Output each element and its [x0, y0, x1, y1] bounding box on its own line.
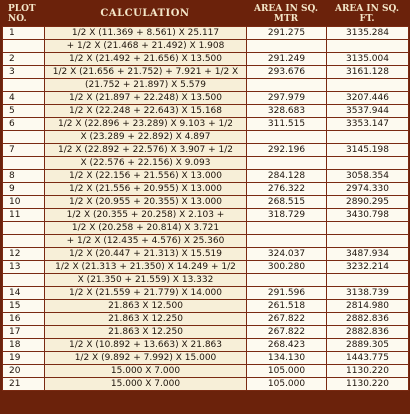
area-sq-mtr-cell: 134.130	[247, 352, 327, 365]
area-sq-mtr-cell: 297.979	[247, 92, 327, 105]
plot-no-cell: 16	[3, 313, 45, 326]
calculation-cell: 1/2 X (21.897 + 22.248) X 13.500	[45, 92, 247, 105]
calculation-cell: 21.863 X 12.250	[45, 326, 247, 339]
area-sq-ft-cell: 3430.798	[327, 209, 409, 222]
plot-no-cell: 2	[3, 53, 45, 66]
table-row	[3, 365, 409, 378]
area-sq-ft-cell: 2882.836	[327, 313, 409, 326]
table-row	[3, 326, 409, 339]
table-row	[3, 235, 409, 248]
calculation-cell: 15.000 X 7.000	[45, 378, 247, 391]
area-sq-mtr-cell: 324.037	[247, 248, 327, 261]
area-sq-mtr-cell: 311.515	[247, 118, 327, 131]
area-sq-ft-cell: 2889.305	[327, 339, 409, 352]
plot-no-cell: 1	[3, 27, 45, 40]
table-row	[3, 339, 409, 352]
plot-no-cell: 13	[3, 261, 45, 274]
plot-no-cell: 6	[3, 118, 45, 131]
calculation-cell: 1/2 X (11.369 + 8.561) X 25.117	[45, 27, 247, 40]
area-sq-mtr-cell: 267.822	[247, 313, 327, 326]
area-sq-mtr-cell: 105.000	[247, 378, 327, 391]
calculation-cell: 1/2 X (21.656 + 21.752) + 7.921 + 1/2 X	[45, 66, 247, 79]
calculation-cell: (21.752 + 21.897) X 5.579	[45, 79, 247, 92]
plot-no-cell: 5	[3, 105, 45, 118]
plot-area-table	[2, 26, 409, 391]
area-sq-mtr-cell: 328.683	[247, 105, 327, 118]
table-row	[3, 313, 409, 326]
table-header	[2, 2, 408, 26]
area-sq-ft-cell	[327, 79, 409, 92]
plot-no-cell	[3, 157, 45, 170]
calculation-cell: 1/2 X (21.556 + 20.955) X 13.000	[45, 183, 247, 196]
area-sq-ft-cell: 3353.147	[327, 118, 409, 131]
plot-no-cell: 3	[3, 66, 45, 79]
area-sq-mtr-cell: 318.729	[247, 209, 327, 222]
area-sq-ft-cell: 1130.220	[327, 365, 409, 378]
table-row	[3, 40, 409, 53]
calculation-cell: 1/2 X (21.313 + 21.350) X 14.249 + 1/2	[45, 261, 247, 274]
area-sq-mtr-cell: 300.280	[247, 261, 327, 274]
plot-no-cell	[3, 274, 45, 287]
plot-no-cell: 15	[3, 300, 45, 313]
plot-no-cell: 18	[3, 339, 45, 352]
table-row	[3, 352, 409, 365]
area-sq-ft-cell: 3058.354	[327, 170, 409, 183]
plot-no-cell	[3, 222, 45, 235]
table-row	[3, 144, 409, 157]
calculation-cell: 15.000 X 7.000	[45, 365, 247, 378]
table-row	[3, 79, 409, 92]
table-row	[3, 300, 409, 313]
calculation-cell: 1/2 X (9.892 + 7.992) X 15.000	[45, 352, 247, 365]
plot-no-cell: 8	[3, 170, 45, 183]
calculation-cell: 1/2 X (22.892 + 22.576) X 3.907 + 1/2	[45, 144, 247, 157]
area-sq-mtr-cell	[247, 40, 327, 53]
plot-no-cell	[3, 131, 45, 144]
area-sq-ft-cell: 2814.980	[327, 300, 409, 313]
area-sq-ft-cell: 3232.214	[327, 261, 409, 274]
area-sq-mtr-cell	[247, 274, 327, 287]
area-sq-ft-cell	[327, 157, 409, 170]
area-sq-ft-cell: 1443.775	[327, 352, 409, 365]
calculation-cell: 1/2 X (20.258 + 20.814) X 3.721	[45, 222, 247, 235]
plot-no-cell: 7	[3, 144, 45, 157]
area-sq-mtr-cell: 105.000	[247, 365, 327, 378]
area-sq-mtr-cell: 261.518	[247, 300, 327, 313]
plot-no-cell: 4	[3, 92, 45, 105]
table-row	[3, 222, 409, 235]
area-sq-mtr-cell	[247, 131, 327, 144]
area-sq-mtr-cell: 267.822	[247, 326, 327, 339]
area-sq-mtr-cell: 268.423	[247, 339, 327, 352]
table-row	[3, 131, 409, 144]
calculation-cell: 1/2 X (22.896 + 23.289) X 9.103 + 1/2	[45, 118, 247, 131]
area-sq-mtr-cell	[247, 157, 327, 170]
area-sq-mtr-cell	[247, 79, 327, 92]
plot-no-cell: 10	[3, 196, 45, 209]
plot-no-cell	[3, 40, 45, 53]
table-row	[3, 66, 409, 79]
calculation-cell: 1/2 X (10.892 + 13.663) X 21.863	[45, 339, 247, 352]
table-row	[3, 118, 409, 131]
calculation-cell: 1/2 X (20.955 + 20.355) X 13.000	[45, 196, 247, 209]
calculation-cell: + 1/2 X (21.468 + 21.492) X 1.908	[45, 40, 247, 53]
calculation-cell: 1/2 X (22.156 + 21.556) X 13.000	[45, 170, 247, 183]
table-row	[3, 261, 409, 274]
calculation-cell: 1/2 X (21.492 + 21.656) X 13.500	[45, 53, 247, 66]
calculation-cell: X (21.350 + 21.559) X 13.332	[45, 274, 247, 287]
calculation-cell: 1/2 X (20.447 + 21.313) X 15.519	[45, 248, 247, 261]
area-sq-ft-cell: 2882.836	[327, 326, 409, 339]
area-sq-ft-cell: 3207.446	[327, 92, 409, 105]
area-sq-mtr-cell: 284.128	[247, 170, 327, 183]
calculation-cell: 21.863 X 12.250	[45, 313, 247, 326]
calculation-cell: 21.863 X 12.500	[45, 300, 247, 313]
table-row	[3, 183, 409, 196]
table-row	[3, 274, 409, 287]
area-sq-mtr-cell: 276.322	[247, 183, 327, 196]
calculation-cell: X (23.289 + 22.892) X 4.897	[45, 131, 247, 144]
plot-no-cell: 21	[3, 378, 45, 391]
plot-no-cell: 11	[3, 209, 45, 222]
area-sq-ft-cell	[327, 274, 409, 287]
table-row	[3, 287, 409, 300]
area-sq-mtr-cell: 293.676	[247, 66, 327, 79]
area-sq-ft-cell: 3135.004	[327, 53, 409, 66]
area-sq-mtr-cell	[247, 222, 327, 235]
plot-no-cell	[3, 79, 45, 92]
plot-no-cell: 12	[3, 248, 45, 261]
table-row	[3, 53, 409, 66]
area-sq-mtr-cell: 292.196	[247, 144, 327, 157]
plot-no-cell	[3, 235, 45, 248]
plot-no-cell: 17	[3, 326, 45, 339]
area-sq-mtr-cell: 291.596	[247, 287, 327, 300]
table-row	[3, 170, 409, 183]
area-sq-mtr-cell: 268.515	[247, 196, 327, 209]
area-sq-mtr-cell	[247, 235, 327, 248]
calculation-cell: 1/2 X (20.355 + 20.258) X 2.103 +	[45, 209, 247, 222]
calculation-header: CALCULATION	[44, 2, 246, 26]
area-sq-ft-cell: 3161.128	[327, 66, 409, 79]
table-row	[3, 248, 409, 261]
plot-no-cell: 19	[3, 352, 45, 365]
area-sq-ft-cell: 3487.934	[327, 248, 409, 261]
area-sq-ft-cell	[327, 131, 409, 144]
table-row	[3, 105, 409, 118]
table-row	[3, 157, 409, 170]
calculation-cell: 1/2 X (22.248 + 22.643) X 15.168	[45, 105, 247, 118]
area-sq-ft-cell: 3138.739	[327, 287, 409, 300]
table-row	[3, 209, 409, 222]
table-row	[3, 196, 409, 209]
area-sq-ft-cell: 3135.284	[327, 27, 409, 40]
calculation-cell: 1/2 X (21.559 + 21.779) X 14.000	[45, 287, 247, 300]
area-sq-ft-cell	[327, 40, 409, 53]
plot-no-cell: 20	[3, 365, 45, 378]
table-row	[3, 378, 409, 391]
area-sq-ft-cell: 1130.220	[327, 378, 409, 391]
area-sq-ft-cell	[327, 222, 409, 235]
table-row	[3, 92, 409, 105]
table-row	[3, 27, 409, 40]
area-sq-ft-cell: 2890.295	[327, 196, 409, 209]
area-sq-mtr-cell: 291.275	[247, 27, 327, 40]
area-sq-ft-cell: 3537.944	[327, 105, 409, 118]
plot-no-cell: 9	[3, 183, 45, 196]
area-sq-ft-cell: 3145.198	[327, 144, 409, 157]
calculation-cell: X (22.576 + 22.156) X 9.093	[45, 157, 247, 170]
plot-no-cell: 14	[3, 287, 45, 300]
area-sq-ft-cell: 2974.330	[327, 183, 409, 196]
area-sq-ft-header: AREA IN SQ. FT.	[326, 2, 408, 26]
area-sq-mtr-cell: 291.249	[247, 53, 327, 66]
area-sq-mtr-header: AREA IN SQ. MTR	[246, 2, 326, 26]
plot-no-header: PLOT NO.	[2, 2, 44, 26]
area-sq-ft-cell	[327, 235, 409, 248]
calculation-cell: + 1/2 X (12.435 + 4.576) X 25.360	[45, 235, 247, 248]
